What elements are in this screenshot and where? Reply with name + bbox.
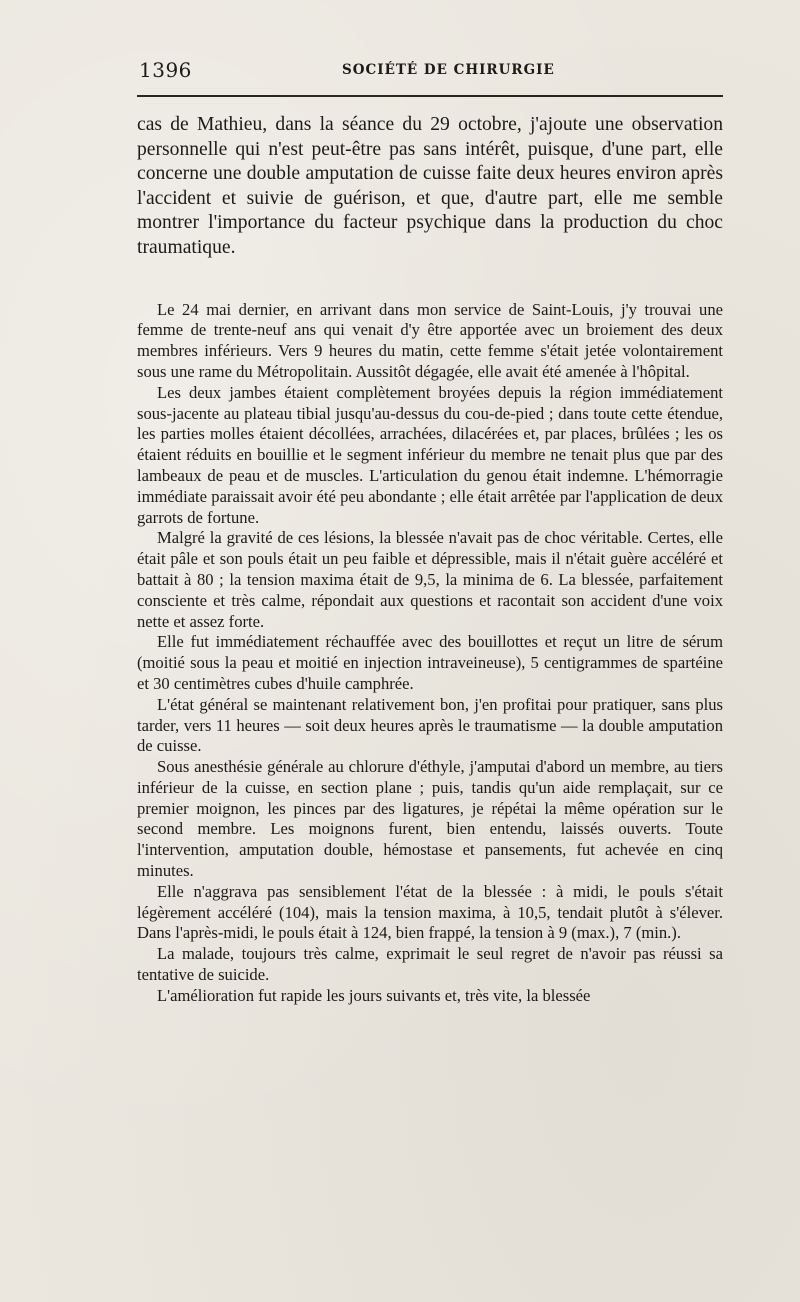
paragraph: L'état général se maintenant relativement bon, j'en profitai pour pratiquer, sans plus tarder, vers 11 heures — soit deux heures après le traumatisme — la double amputation de cuisse. — [137, 694, 723, 756]
paragraph: La malade, toujours très calme, exprimait le seul regret de n'avoir pas réussi sa tentative de suicide. — [137, 944, 723, 985]
paragraph: Malgré la gravité de ces lésions, la blessée n'avait pas de choc véritable. Certes, elle était pâle et son pouls était un peu faible et dépressible, mais il n'était guère accéléré et battait à 80 ; la tension maxima était de 9,5, la minima de 6. La blessée, parfaitement consciente et très calme, répondait aux questions et racontait son accident d'une voix nette et assez forte. — [137, 528, 723, 631]
running-head: SOCIÉTÉ DE CHIRURGIE — [342, 62, 555, 78]
header-rule — [137, 95, 723, 97]
section-gap — [137, 261, 723, 300]
page-header — [137, 58, 723, 86]
paragraph: Elle n'aggrava pas sensiblement l'état de la blessée : à midi, le pouls s'était légèrement accéléré (104), mais la tension maxima, à 10,5, tendait plutôt à s'élever. Dans l'après-midi, le pouls était à 124, bien frappé, la tension à 9 (max.), 7 (min.). — [137, 881, 723, 943]
paragraph: L'amélioration fut rapide les jours suivants et, très vite, la blessée — [157, 985, 591, 1005]
observation-block — [137, 300, 723, 1007]
paragraph: Sous anesthésie générale au chlorure d'éthyle, j'amputai d'abord un membre, au tiers inférieur de la cuisse, en section plane ; puis, tandis qu'un aide remplaçait, sur ce premier moignon, les pinces par des ligatures, je répétai la même opération sur le second membre. Les moignons furent, bien entendu, laissés ouverts. Toute l'intervention, amputation double, hémostase et pansements, fut achevée en cinq minutes. — [137, 757, 723, 881]
body-text — [137, 113, 723, 1007]
intro-paragraph: cas de Mathieu, dans la séance du 29 octobre, j'ajoute une observation personnelle qui n'est peut-être pas sans intérêt, puisque, d'une part, elle concerne une double amputation de cuisse faite deux heures environ après l'accident et suivie de guérison, et que, d'autre part, elle me semble montrer l'importance du facteur psychique dans la production du choc traumatique. — [137, 114, 723, 258]
paragraph: Le 24 mai dernier, en arrivant dans mon service de Saint-Louis, j'y trouvai une femme de trente-neuf ans qui venait d'y être apportée avec un broiement des deux membres inférieurs. Vers 9 heures du matin, cette femme s'était jetée volontairement sous une rame du Métropolitain. Aussitôt dégagée, elle avait été amenée à l'hôpital. — [137, 299, 723, 381]
paragraph: Elle fut immédiatement réchauffée avec des bouillottes et reçut un litre de sérum (moitié sous la peau et moitié en injection intraveineuse), 5 centigrammes de spartéine et 30 centimètres cubes d'huile camphrée. — [137, 632, 723, 693]
intro-block — [137, 113, 723, 261]
paragraph: Les deux jambes étaient complètement broyées depuis la région immédiatement sous-jacente au plateau tibial jusqu'au-dessus du cou-de-pied ; dans toute cette étendue, les parties molles étaient décollées, arrachées, dilacérées et, par places, brûlées ; les os étaient réduits en bouillie et le segment inférieur du membre ne tenait plus que par des lambeaux de peau et de muscles. L'articulation du genou était indemne. L'hémorragie immédiate paraissait avoir été peu abondante ; elle était arrêtée par l'application de deux garrots de fortune. — [137, 382, 723, 527]
page-number: 1396 — [139, 58, 192, 82]
